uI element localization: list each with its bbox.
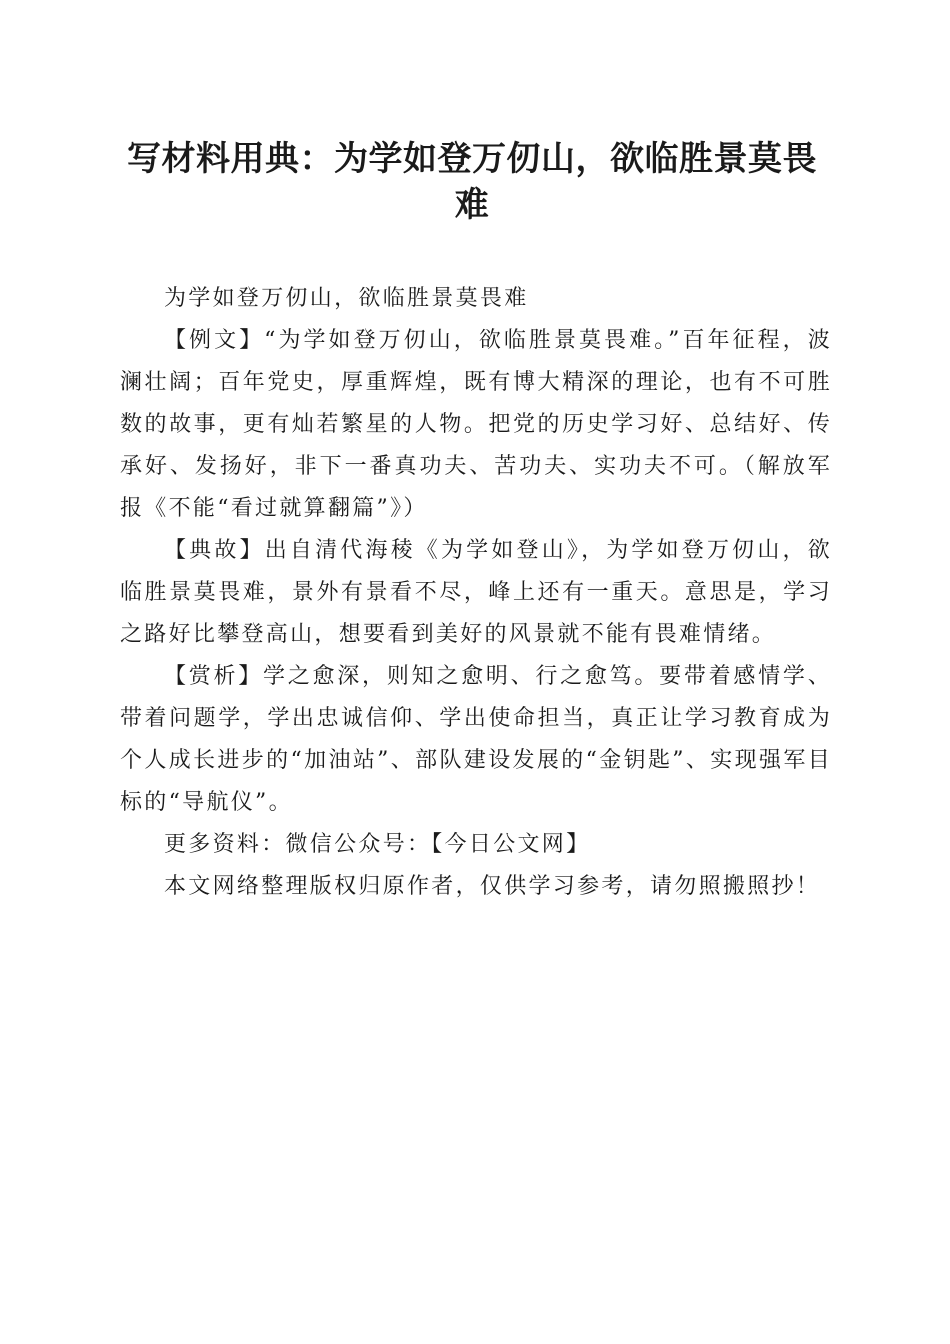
analysis-paragraph: 【赏析】学之愈深，则知之愈明、行之愈笃。要带着感情学、带着问题学，学出忠诚信仰、学出使命担当，真正让学习教育成为个人成长进步的“加油站”、部队建设发展的“金钥匙”、实现强军目标的“导航仪”。 <box>120 664 832 815</box>
subtitle-paragraph: 为学如登万仞山，欲临胜景莫畏难 <box>164 286 529 311</box>
allusion-paragraph: 【典故】出自清代海稜《为学如登山》，为学如登万仞山，欲临胜景莫畏难，景外有景看不尽，峰上还有一重天。意思是，学习之路好比攀登高山，想要看到美好的风景就不能有畏难情绪。 <box>120 538 832 647</box>
document-title: 写材料用典：为学如登万仞山，欲临胜景莫畏难 <box>127 139 817 225</box>
example-paragraph: 【例文】“为学如登万仞山，欲临胜景莫畏难。”百年征程，波澜壮阔；百年党史，厚重辉煌，既有博大精深的理论，也有不可胜数的故事，更有灿若繁星的人物。把党的历史学习好、总结好、传承好、发扬好，非下一番真功夫、苦功夫、实功夫不可。（解放军报《不能“看过就算翻篇”》） <box>120 328 832 521</box>
more-info-paragraph: 更多资料：微信公众号：【今日公文网】 <box>164 832 591 857</box>
copyright-paragraph: 本文网络整理版权归原作者，仅供学习参考，请勿照搬照抄！ <box>164 874 821 899</box>
document-body <box>120 278 832 908</box>
